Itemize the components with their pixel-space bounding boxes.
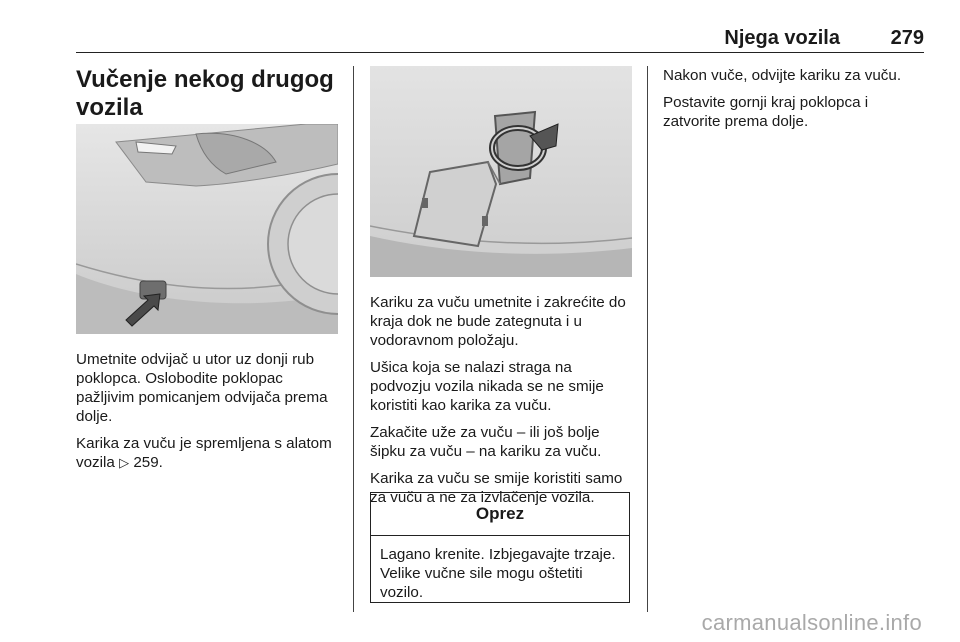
tow-eye-illustration — [370, 66, 632, 277]
page-ref-arrow-icon: ▷ — [119, 455, 130, 470]
header-rule — [76, 52, 924, 53]
column-divider-2 — [647, 66, 648, 612]
page-reference[interactable]: 259. — [133, 454, 163, 471]
paragraph — [76, 434, 340, 472]
paragraph: Zakačite uže za vuču – ili još bolje šipku za vuču – na kariku za vuču. — [370, 424, 602, 460]
page-number: 279 — [890, 27, 924, 49]
section-title: Vučenje nekog drugog vozila — [76, 66, 334, 121]
warning-box — [370, 492, 630, 603]
column-2-text — [370, 293, 636, 515]
rear-bumper-illustration — [76, 124, 338, 334]
paragraph: Karika za vuču se smije koristiti samo za vuču a ne za izvlačenje vozila. — [370, 470, 623, 506]
column-divider-1 — [353, 66, 354, 612]
column-1-text — [76, 350, 340, 480]
figure-tow-eye — [370, 66, 632, 277]
paragraph: Postavite gornji kraj poklopca i zatvorite prema dolje. — [663, 94, 869, 130]
running-header-title: Njega vozila — [724, 27, 840, 49]
figure-rear-bumper — [76, 124, 338, 334]
paragraph: Umetnite odvijač u utor uz donji rub poklopca. Oslobodite poklopac pažljivim pomicanjem odvijača prema dolje. — [76, 351, 328, 425]
paragraph: Nakon vuče, odvijte kariku za vuču. — [663, 67, 902, 84]
paragraph-text: Karika za vuču je spremljena s alatom vozila — [76, 435, 332, 471]
warning-text: Lagano krenite. Izbjegavajte trzaje. Velike vučne sile mogu oštetiti vozilo. — [380, 546, 616, 601]
column-3-text — [663, 66, 925, 139]
paragraph: Ušica koja se nalazi straga na podvozju vozila nikada se ne smije koristiti kao karika za vuču. — [370, 359, 604, 414]
paragraph: Kariku za vuču umetnite i zakrećite do kraja dok ne bude zategnuta i u vodoravnom položaju. — [370, 294, 626, 349]
warning-title: Oprez — [371, 493, 629, 536]
watermark: carmanualsonline.info — [701, 610, 922, 635]
